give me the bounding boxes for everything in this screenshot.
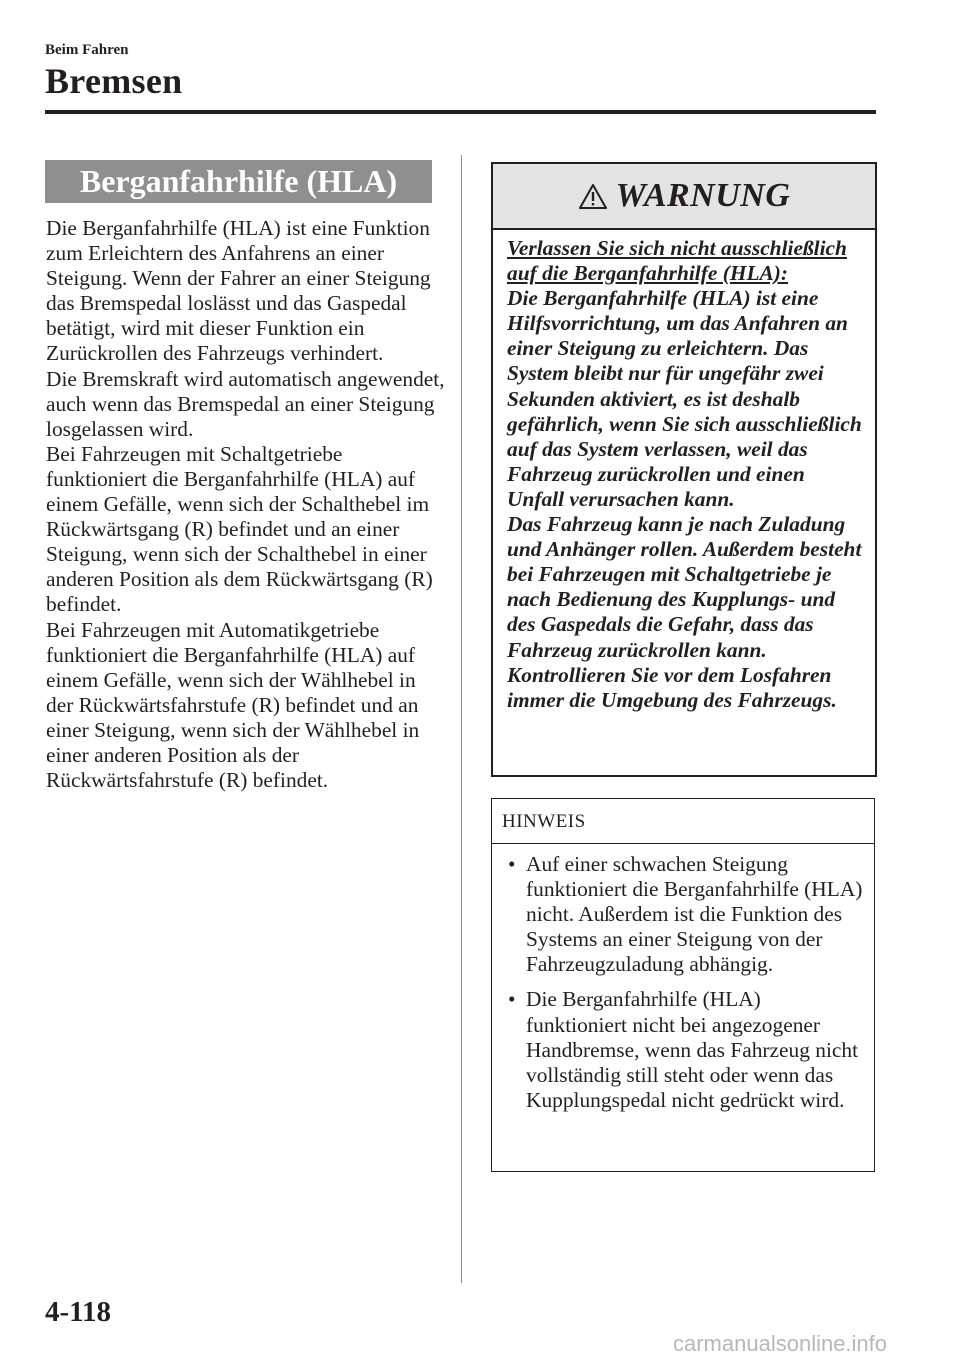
warning-paragraph-2: Das Fahrzeug kann je nach Zuladung und Anhänger rollen. Außerdem besteht bei Fahrzeugen mit Schaltgetriebe je nach Bedienung des Kupplungs- und des Gaspedals die Gefahr, dass das Fahrzeug zurückrollen kann.	[507, 512, 862, 662]
hla-paragraph-2: Die Bremskraft wird automatisch angewendet, auch wenn das Bremspedal an einer Steigung losgelassen wird.	[46, 366, 445, 441]
warning-body	[493, 230, 875, 713]
note-item: • Die Berganfahrhilfe (HLA) funktioniert nicht bei angezogener Handbremse, wenn das Fahrzeug nicht vollständig still steht oder wenn das Kupplungspedal nicht gedrückt wird.	[508, 987, 864, 1112]
column-divider	[461, 155, 462, 1283]
note-list	[492, 844, 874, 1113]
warning-title: WARNUNG	[615, 177, 791, 214]
hla-section-heading: Berganfahrhilfe (HLA)	[45, 160, 432, 203]
hla-paragraph-4: Bei Fahrzeugen mit Automatikgetriebe funktioniert die Berganfahrhilfe (HLA) auf einem Gefälle, wenn sich der Wählhebel in der Rückwärtsfahrstufe (R) befindet und an einer Steigung, wenn sich der Wählhebel in einer anderen Position als der Rückwärtsfahrstufe (R) befindet.	[46, 617, 420, 793]
warning-paragraph-3: Kontrollieren Sie vor dem Losfahren immer die Umgebung des Fahrzeugs.	[507, 662, 837, 712]
hla-body-text	[46, 216, 446, 793]
hla-paragraph-1: Die Berganfahrhilfe (HLA) ist eine Funktion zum Erleichtern des Anfahrens an einer Steigung. Wenn der Fahrer an einer Steigung das Bremspedal loslässt und das Gaspedal betätigt, wird mit dieser Funktion ein Zurückrollen des Fahrzeugs verhindert.	[46, 216, 431, 366]
hla-paragraph-3: Bei Fahrzeugen mit Schaltgetriebe funktioniert die Berganfahrhilfe (HLA) auf einem Gefälle, wenn sich der Schalthebel im Rückwärtsgang (R) befindet und an einer Steigung, wenn sich der Schalthebel in einer anderen Position als dem Rückwärtsgang (R) befindet.	[46, 441, 433, 617]
section-title: Bremsen	[45, 61, 183, 101]
site-watermark: carmanualsonline.info	[673, 1331, 888, 1356]
warning-box	[491, 162, 877, 777]
warning-subtitle: Verlassen Sie sich nicht ausschließlich auf die Berganfahrhilfe (HLA):	[507, 236, 847, 286]
note-item: • Auf einer schwachen Steigung funktioniert die Berganfahrhilfe (HLA) nicht. Außerdem ist die Funktion des Systems an einer Steigung von der Fahrzeugzuladung abhängig.	[508, 852, 864, 977]
warning-header	[493, 164, 875, 230]
chapter-label: Beim Fahren	[45, 42, 129, 58]
page-number: 4-118	[45, 1296, 112, 1328]
note-box	[491, 798, 875, 1172]
note-title: HINWEIS	[492, 799, 874, 844]
header-divider	[45, 110, 876, 114]
warning-paragraph-1: Die Berganfahrhilfe (HLA) ist eine Hilfsvorrichtung, um das Anfahren an einer Steigung zu erleichtern. Das System bleibt nur für ungefähr zwei Sekunden aktiviert, es ist deshalb gefährlich, wenn Sie sich ausschließlich auf das System verlassen, weil das Fahrzeug zurückrollen und einen Unfall verursachen kann.	[507, 286, 862, 511]
warning-triangle-icon	[578, 183, 608, 210]
